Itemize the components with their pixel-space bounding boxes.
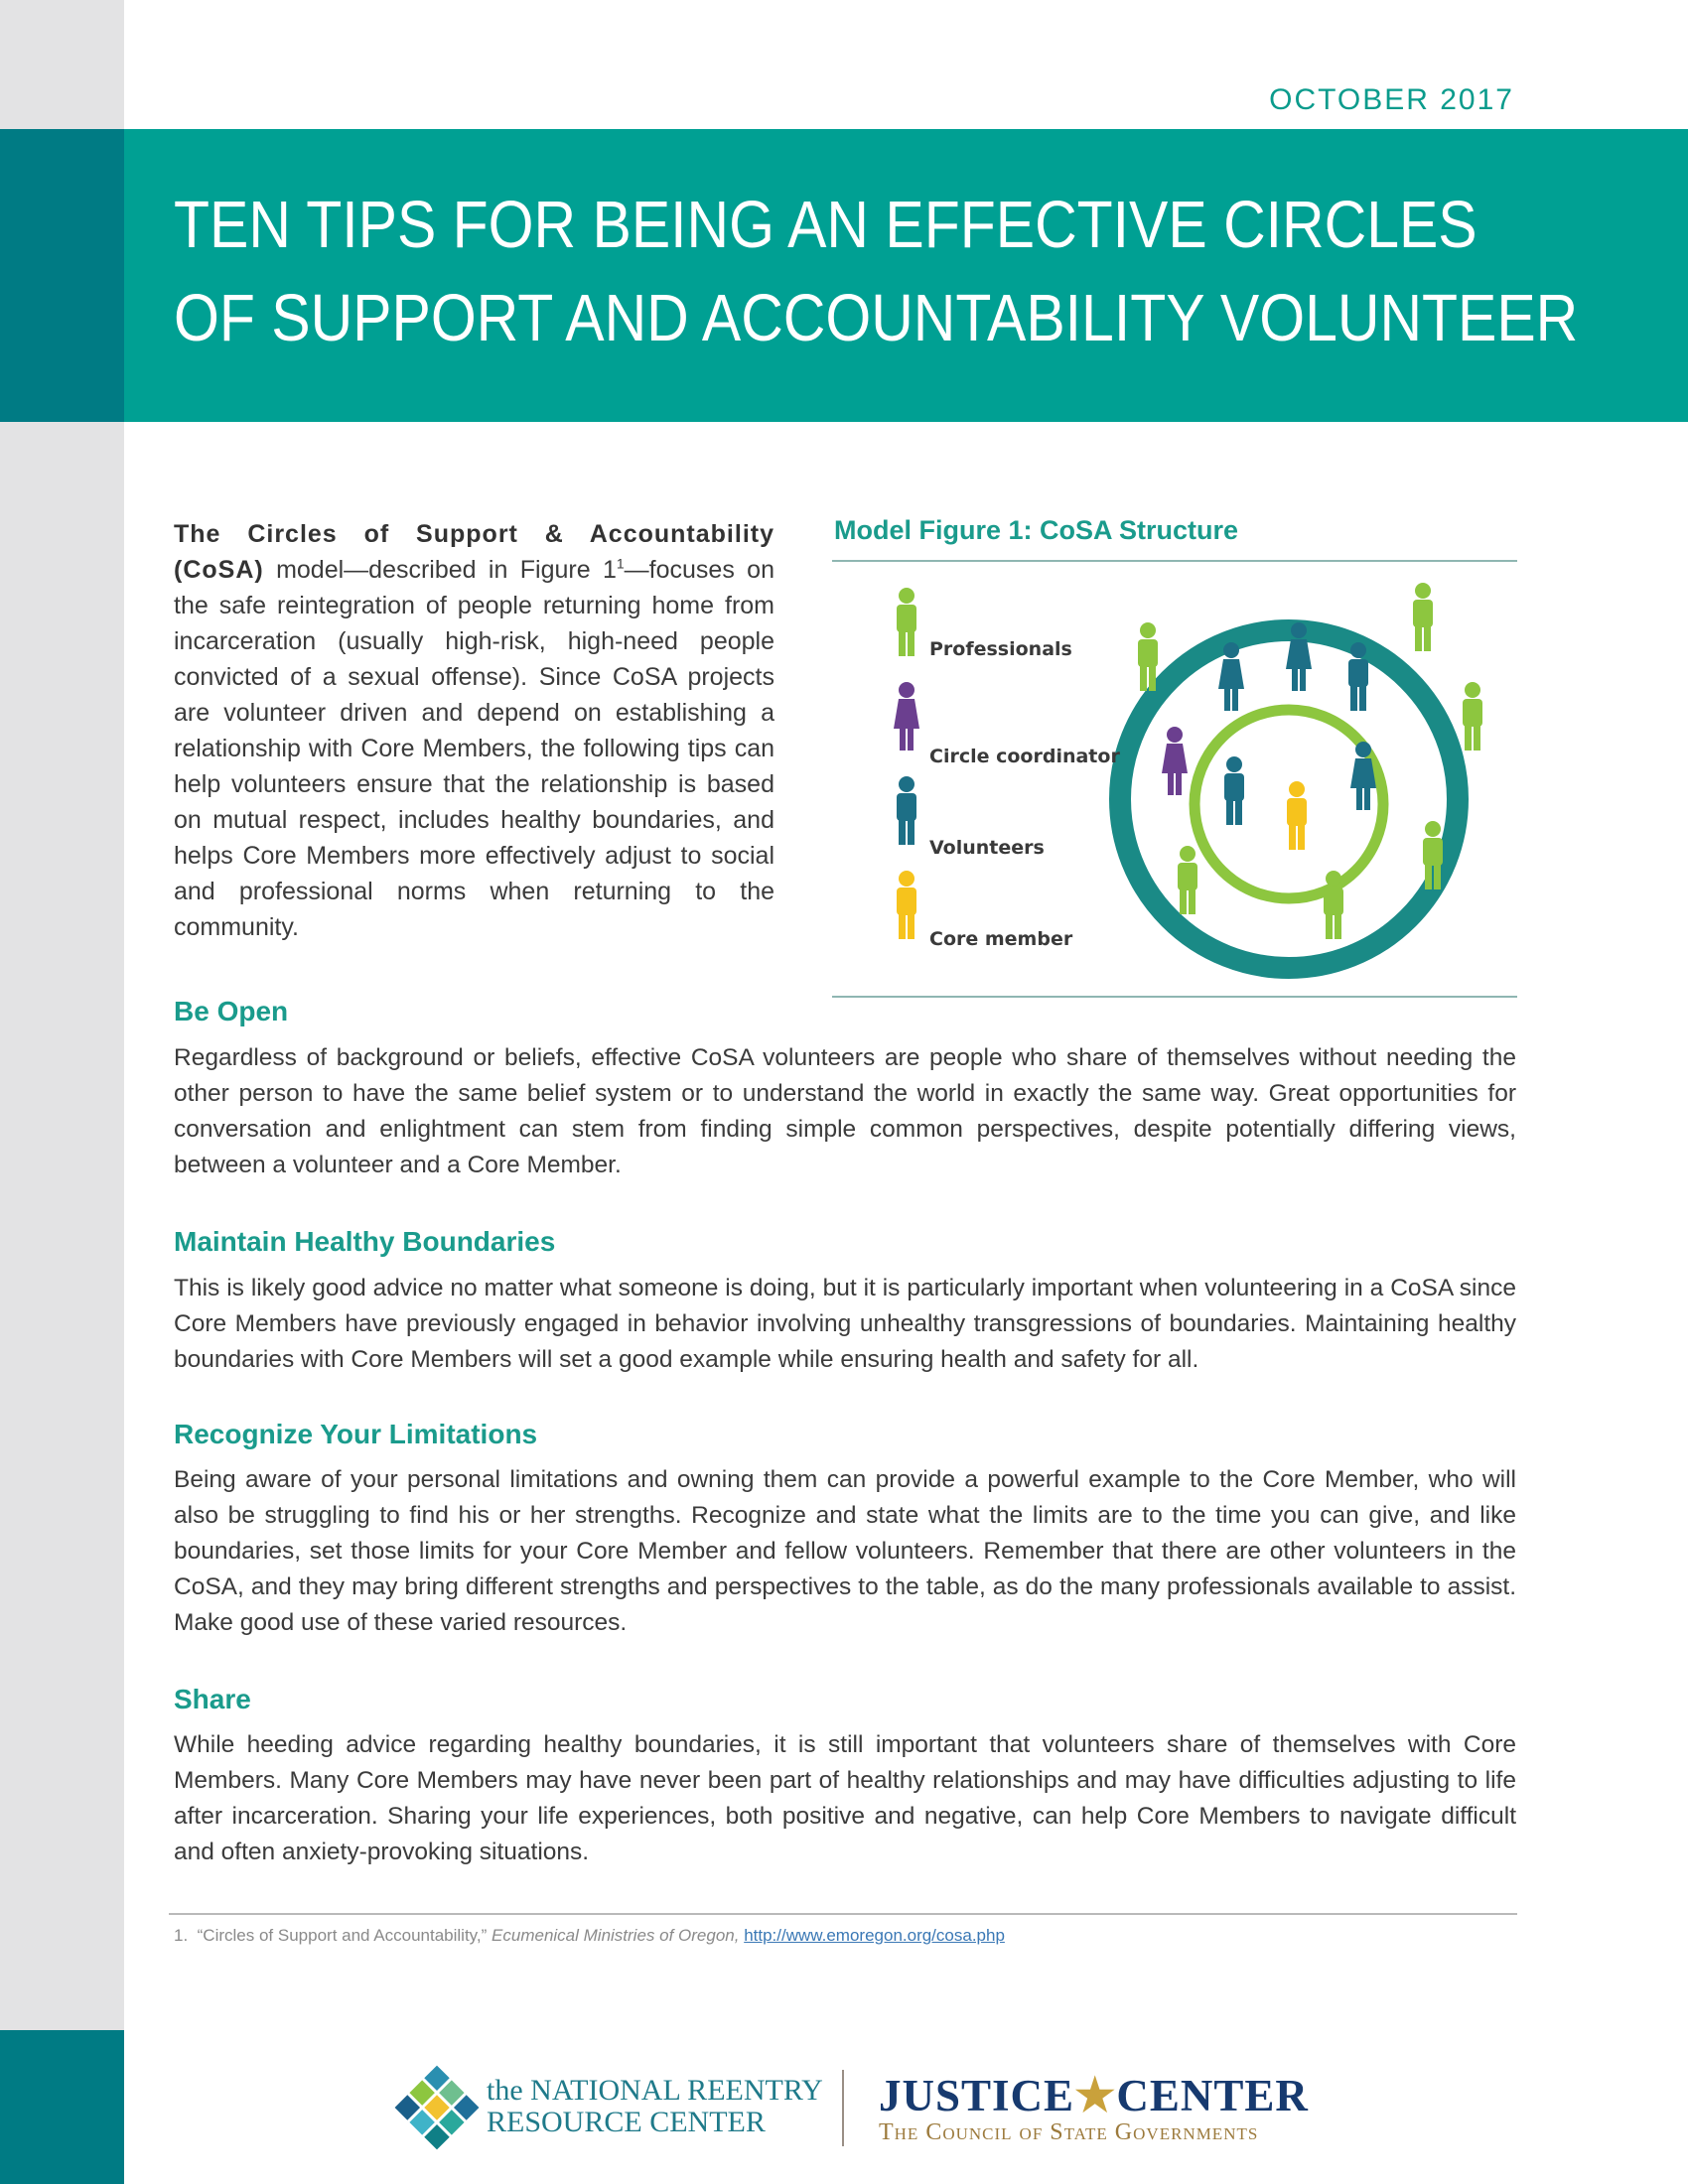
- legend-label-volunteers: Volunteers: [929, 837, 1045, 859]
- professional-icon: [1463, 682, 1482, 751]
- justice-center-subtitle: The Council of State Governments: [879, 2119, 1259, 2145]
- professional-icon: [1178, 846, 1197, 914]
- legend-volunteer-icon: [897, 776, 916, 845]
- footnote-quote: “Circles of Support and Accountability,”: [197, 1926, 488, 1945]
- section-body-share: While heeding advice regarding healthy boundaries, it is still important that volunteers share of themselves with Core Members. Many Core Members may have never been part of healthy relationships and may have difficulties adjusting to life after incarceration. Sharing your life experiences, both positive and negative, can help Core Members to navigate difficult and often anxiety-provoking situations.: [174, 1731, 1516, 1865]
- section-heading-share: Share: [174, 1684, 251, 1714]
- page-title: [174, 179, 1579, 365]
- nrrc-logo-icon: [392, 2063, 482, 2152]
- title-line-2: OF SUPPORT AND ACCOUNTABILITY VOLUNTEER: [174, 281, 1579, 355]
- nrrc-line-2: RESOURCE CENTER: [487, 2106, 766, 2138]
- title-line-1: TEN TIPS FOR BEING AN EFFECTIVE CIRCLES: [174, 188, 1477, 262]
- section-body-limitations: Being aware of your personal limitations and owning them can provide a powerful example to the Core Member, who will also be struggling to find his or her strengths. Recognize and state what the limits are to the time you can give, and like boundaries, set those limits for your Core Member and fellow volunteers. Remember that there are other volunteers in the CoSA, and they may bring different strengths and perspectives to the table, as do the many professionals available to assist. Make good use of these varied resources.: [174, 1466, 1516, 1636]
- volunteer-icon: [1348, 642, 1368, 711]
- section-body-be-open: Regardless of background or beliefs, effective CoSA volunteers are people who share of themselves without needing the other person to have the same belief system or to understand the world in exactly the same way. Great opportunities for conversation and enlightment can stem from finding simple common perspectives, despite potentially differing views, between a volunteer and a Core Member.: [174, 1044, 1516, 1178]
- cosa-structure-figure: [832, 511, 1517, 998]
- professional-icon: [1138, 622, 1158, 691]
- section-body-boundaries: This is likely good advice no matter what someone is doing, but it is particularly important when volunteering in a CoSA since Core Members have previously engaged in behavior involving unhealthy transgressions of boundaries. Maintaining healthy boundaries with Core Members will set a good example while ensuring health and safety for all.: [174, 1275, 1516, 1373]
- legend-label-professionals: Professionals: [929, 638, 1072, 660]
- title-banner: [124, 129, 1688, 422]
- publication-date: OCTOBER 2017: [1269, 83, 1514, 116]
- section-heading-be-open: Be Open: [174, 996, 289, 1026]
- nrrc-logo-text: [487, 2075, 823, 2138]
- footnote-ref[interactable]: 1: [616, 555, 625, 572]
- professional-icon: [1324, 871, 1343, 939]
- footnote-number: 1.: [174, 1926, 189, 1945]
- legend-label-coordinator: Circle coordinator: [929, 746, 1120, 767]
- intro-text-a: model—described in Figure 1: [263, 556, 617, 584]
- footnote-rule: [169, 1913, 1517, 1915]
- professional-icon: [1413, 583, 1433, 651]
- footnote-source: Ecumenical Ministries of Oregon,: [492, 1926, 740, 1945]
- section-heading-boundaries: Maintain Healthy Boundaries: [174, 1226, 556, 1257]
- figure-title: Model Figure 1: CoSA Structure: [834, 515, 1239, 545]
- core-member-icon: [1287, 781, 1307, 850]
- legend-label-core-member: Core member: [929, 928, 1073, 950]
- legend-core-member-icon: [897, 871, 916, 939]
- legend-professional-icon: [897, 588, 916, 656]
- intro-text-b: —focuses on the safe reintegration of people returning home from incarceration (usually high-risk, high-need people convicted of a sexual offense). Since CoSA projects are volunteer driven and depend on establishing a relationship with Core Members, the following tips can help volunteers ensure that the relationship is based on mutual respect, includes healthy boundaries, and helps Core Members more effectively adjust to social and professional norms when returning to the community.: [174, 556, 774, 941]
- title-band-accent: [0, 129, 124, 422]
- coordinator-icon: [1162, 727, 1188, 795]
- intro-bold-lead: The Circles of Support & Accountability (CoSA): [174, 520, 774, 584]
- footnote: [174, 1926, 1005, 1946]
- justice-center-logo: [879, 2068, 1309, 2121]
- footnote-link[interactable]: http://www.emoregon.org/cosa.php: [744, 1926, 1005, 1945]
- nrrc-line-1: the NATIONAL REENTRY: [487, 2074, 823, 2107]
- legend-coordinator-icon: [894, 682, 919, 751]
- footer-divider: [842, 2070, 844, 2146]
- footer-band-accent: [0, 2030, 124, 2184]
- intro-paragraph: [174, 516, 774, 945]
- volunteer-icon: [1224, 756, 1244, 825]
- jc-right-word: CENTER: [1116, 2071, 1309, 2120]
- star-icon: ★: [1074, 2070, 1117, 2120]
- jc-left-word: JUSTICE: [879, 2071, 1075, 2120]
- section-heading-limitations: Recognize Your Limitations: [174, 1419, 538, 1449]
